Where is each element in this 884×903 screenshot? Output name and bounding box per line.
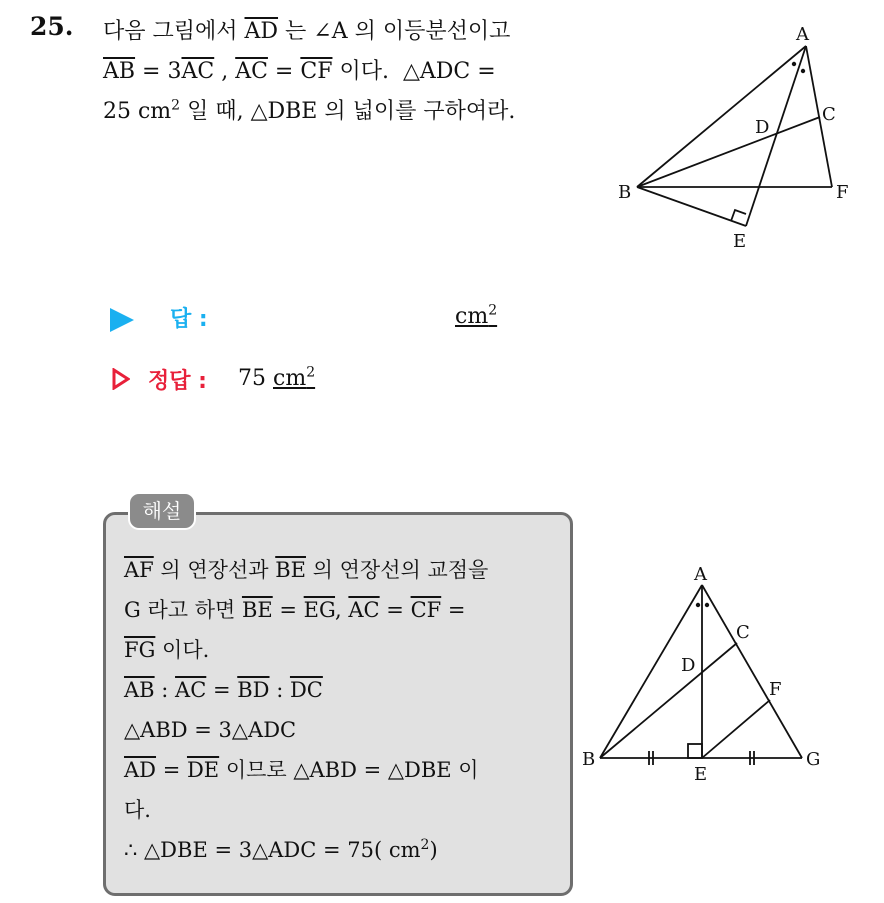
text-line: G 라고 하면 $\overline{BE} = \overline{EG}$, $\overline{AC} = \overline{CF}$ = [124, 598, 466, 622]
outline-triangle-icon [112, 368, 130, 390]
segment-bc [637, 117, 820, 187]
angle-mark-dot [801, 69, 805, 73]
label-c: C [736, 622, 750, 643]
text-line: $\overline{FG}$ 이다. [124, 638, 210, 662]
segment-name: $\overline{CF}$ [300, 59, 333, 84]
label-e: E [733, 231, 747, 252]
segment-name: $\overline{AF}$ [124, 558, 154, 582]
answer-label: 답 : [170, 307, 208, 332]
angle-mark-dot [705, 603, 709, 607]
text-line: 다. [124, 798, 151, 822]
angle-mark-dot [696, 603, 700, 607]
question-number: 25. [30, 12, 74, 41]
segment-name: $\overline{DE}$ [186, 758, 220, 782]
text-line: $\overline{AB}$ : $\overline{AC} = \overline{BD}$ : $\overline{DC}$ [124, 678, 323, 702]
label-f: F [836, 182, 849, 203]
label-g: G [806, 749, 821, 770]
segment-ag [702, 585, 802, 758]
segment-name: $\overline{FG}$ [124, 638, 156, 662]
segment-name: $\overline{AB}$ [124, 678, 155, 702]
right-angle-mark [688, 744, 702, 758]
segment-be [637, 187, 746, 226]
segment-ab [637, 46, 806, 187]
superscript: 2 [171, 97, 181, 114]
angle-mark-dot [792, 62, 796, 66]
segment-name: $\overline{BE}$ [241, 598, 273, 622]
question-text [103, 12, 593, 132]
label-b: B [582, 749, 596, 770]
segment-ef [702, 700, 770, 758]
segment-name: $\overline{AB}$ [103, 59, 136, 84]
solution-tab: 해설 [128, 492, 196, 530]
segment-name: $\overline{AC}$ [348, 598, 380, 622]
label-e: E [694, 764, 708, 785]
segment-name: $\overline{BD}$ [237, 678, 270, 702]
answer-unit: $cm^2$ [455, 302, 498, 329]
segment-name: $\overline{DC}$ [289, 678, 323, 702]
segment-name: $\overline{CF}$ [410, 598, 442, 622]
text-line: $\overline{AD} = \overline{DE}$ 이므로 △ABD = △DBE 이 [124, 758, 479, 782]
segment-af [806, 46, 832, 187]
label-a: A [796, 24, 809, 45]
segment-ae [746, 46, 806, 226]
label-d: D [755, 117, 770, 138]
superscript: 2 [420, 837, 430, 853]
label-b: B [618, 182, 632, 203]
segment-name: $\overline{AD}$ [244, 19, 279, 44]
solution-text [124, 550, 564, 870]
text-line: 다음 그림에서 $\overline{AD}$ 는 ∠A 의 이등분선이고 [103, 19, 511, 44]
right-angle-mark [731, 210, 746, 221]
correct-answer-label: 정답 : [148, 369, 207, 394]
correct-answer-value: 75 $cm^2$ [238, 364, 316, 391]
label-d: D [681, 655, 696, 676]
text-line: $\overline{AF}$ 의 연장선과 $\overline{BE}$ 의 연장선의 교점을 [124, 558, 489, 582]
segment-name: $\overline{AC}$ [181, 59, 215, 84]
segment-ab [600, 585, 702, 758]
text-line: 25 $cm^2$ 일 때, △DBE 의 넓이를 구하여라. [103, 97, 516, 124]
segment-name: $\overline{AD}$ [124, 758, 157, 782]
segment-name: $\overline{BE}$ [275, 558, 306, 582]
text-line: △ABD = 3△ADC [124, 718, 297, 742]
label-c: C [822, 104, 836, 125]
play-triangle-icon [110, 308, 134, 332]
label-a: A [694, 564, 707, 585]
text-line: $\overline{AB} = 3\overline{AC}$ , $\overline{AC} = \overline{CF}$ 이다. △ADC = [103, 59, 496, 84]
segment-name: $\overline{AC}$ [175, 678, 207, 702]
label-f: F [769, 679, 782, 700]
segment-name: $\overline{AC}$ [235, 59, 268, 84]
segment-name: $\overline{EG}$ [303, 598, 336, 622]
segment-bc [600, 643, 737, 758]
text-line: ∴ △DBE = 3△ADC = 75( $cm^2$) [124, 837, 438, 862]
